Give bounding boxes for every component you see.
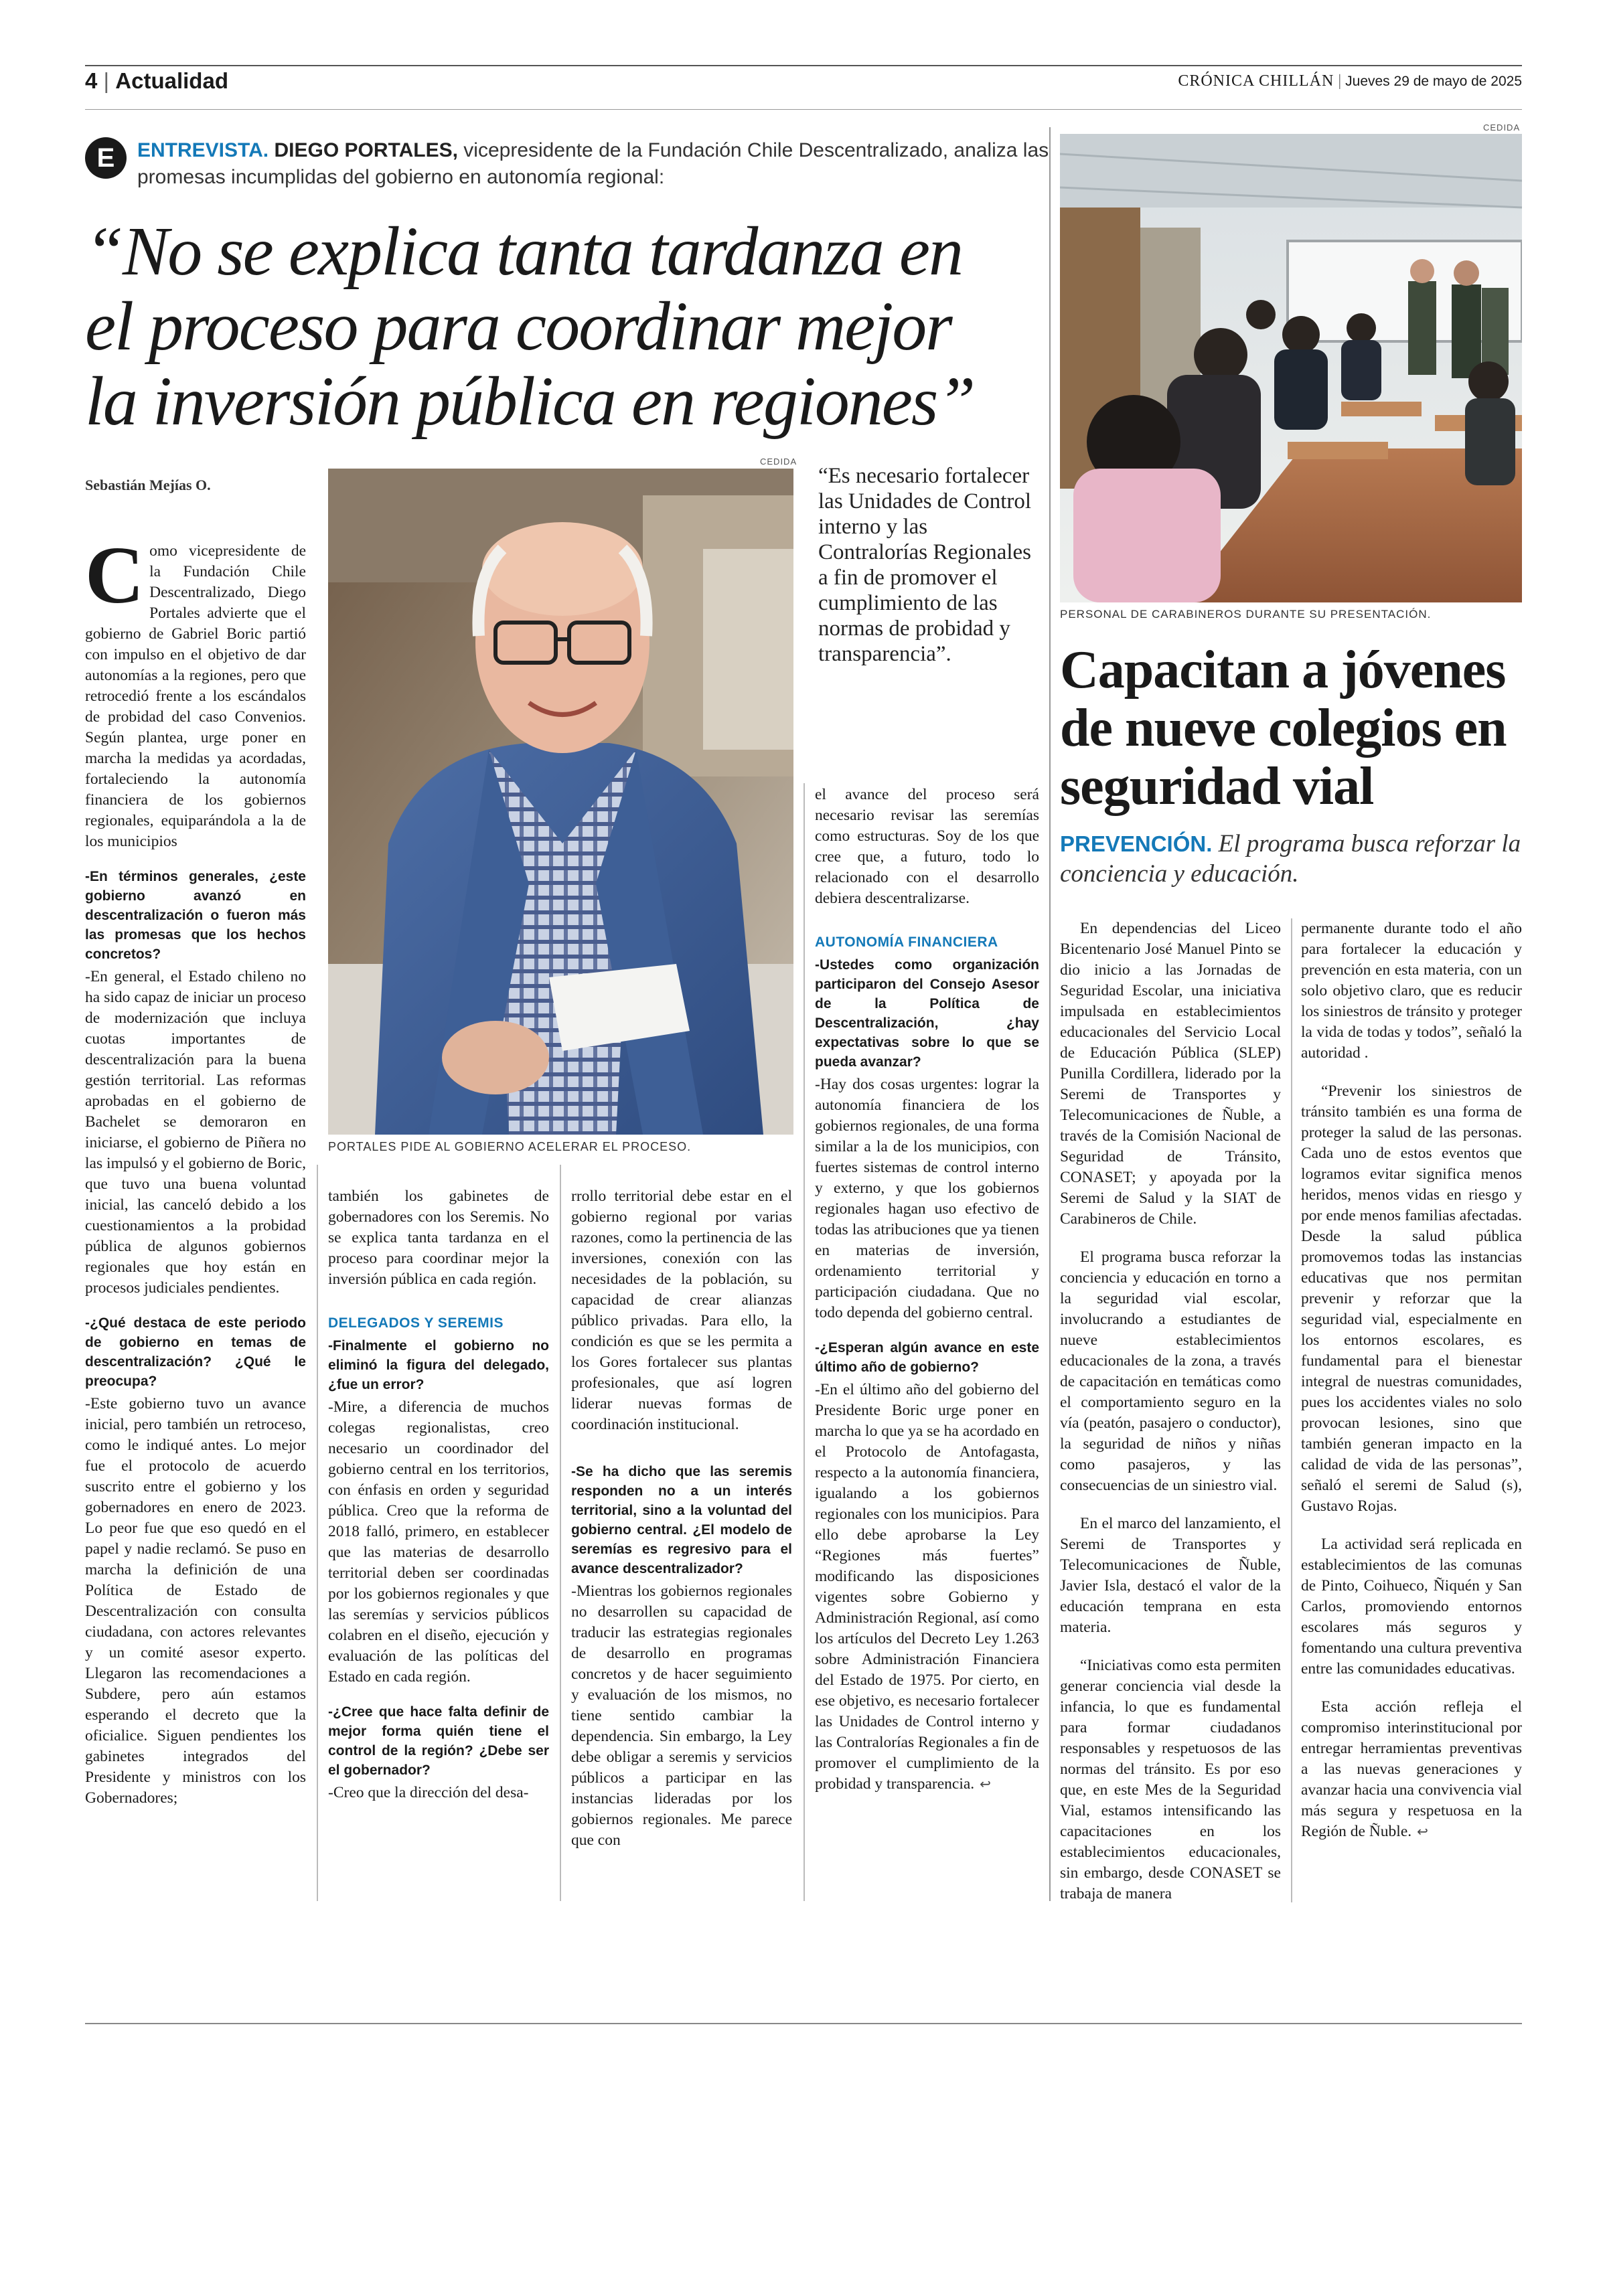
header-bottom-rule xyxy=(85,109,1522,110)
answer-3: -Mire, a diferencia de muchos colegas regionalistas, creo necesario un coordinador del gobierno central en los territorios, con énfasis en orden y seguridad pública. Creo que la reforma de 2018 falló, primero, en establecer que las materias de desarrollo territorial deben ser coordinadas por los gobiernos regionales y que las seremías y servicios públicos colabren en el diseño, ejecución y evaluación de las políticas del Estado en cada región. xyxy=(328,1398,549,1686)
header-top-rule xyxy=(85,65,1522,66)
side-paragraph-8: Esta acción refleja el compromiso interinstitucional por entregar herramientas preventivas a las nuevas generaciones y avanzar hacia una convivencia vial más segura y respetuosa en la Región de Ñuble. ↩ xyxy=(1301,1698,1522,1840)
answer-6: -Hay dos cosas urgentes: lograr la autonomía financiera de los gobiernos regionales, de una forma similar a la de los municipios, con fuertes sistemas de control interno y externo, y que los gobiernos regionales hagan uso efectivo de todas las atribuciones que ya tienen en materias de inversión, ordenamiento territorial y participación ciudadana. Que no todo dependa del gobierno central. xyxy=(815,1076,1039,1321)
end-mark-icon: ↩ xyxy=(980,1776,991,1792)
headline-line-1: “No se explica tanta tardanza en xyxy=(85,213,963,290)
portrait-photo-image xyxy=(328,469,793,1135)
interview-kicker xyxy=(85,137,1053,191)
interview-column-2 xyxy=(328,1186,549,1806)
portrait-photo xyxy=(328,469,793,1135)
portrait-caption: PORTALES PIDE AL GOBIERNO ACELERAR EL PROCESO. xyxy=(328,1140,692,1153)
column-divider xyxy=(317,1165,318,1901)
side-kicker-text: El programa busca reforzar la conciencia y educación. xyxy=(1060,830,1521,888)
classroom-credit: CEDIDA xyxy=(1483,122,1521,133)
column-divider xyxy=(560,1165,561,1901)
side-paragraph-4: “Iniciativas como esta permiten generar conciencia vial desde la infancia, lo que es fundamental para formar ciudadanos responsables y respetuosos de las normas del tránsito. Es por eso que, en este Mes de la Seguridad Vial, estamos intensificando las capacitaciones en los establecimientos educacionales, sin embargo, desde CONASET se trabaja de manera xyxy=(1060,1657,1281,1902)
question-5: -Se ha dicho que las seremis responden no a un interés territorial, sino a la voluntad del gobierno central. ¿El modelo de seremías es regresivo para el avance descentralizador? xyxy=(571,1464,792,1576)
side-paragraph-1: En dependencias del Liceo Bicentenario José Manuel Pinto se dio inicio a las Jornadas de Seguridad Escolar, una iniciativa impulsada en establecimientos educacionales del Servicio Local de Educación Pública (SLEP) Punilla Cordillera, liderado por la Seremi de Transportes y Telecomunicaciones de Ñuble, a través de la Comisión Nacional de Seguridad de Tránsito, CONASET; y apoyada por la Seremi de Salud y la SIAT de Carabineros de Chile. xyxy=(1060,920,1281,1228)
byline: Sebastián Mejías O. xyxy=(85,477,211,493)
question-2: -¿Qué destaca de este periodo de gobierno en temas de descentralización? ¿Qué le preocupa? xyxy=(85,1315,306,1389)
publication-name: CRÓNICA CHILLÁN xyxy=(1178,72,1334,90)
question-6: -Ustedes como organización participaron del Consejo Asesor de la Política de Descentralización, ¿hay expectativas sobre lo que se pueda avanzar? xyxy=(815,957,1039,1070)
answer-1: -En general, el Estado chileno no ha sido capaz de iniciar un proceso de modernización que incluya cuotas importantes de descentralización para la buena gestión territorial. Las reformas aprobadas en el gobierno de Bachelet se demoraron en iniciarse, el gobierno de Piñera no las impulsó y el gobierno de Boric, que tuvo una buena voluntad inicial, las canceló debido a los cuestionamientos a la probidad pública de algunos gobiernos regionales que hoy están en procesos judiciales pendientes. xyxy=(85,968,306,1297)
col3-paragraph: rrollo territorial debe estar en el gobierno regional por varias razones, como la pertinencia de las inversiones, conexión con las necesidades de la población, su capacidad de crear alianzas público privadas. Para ello, la condición es que se les permita a los Gores fortalecer sus plantas profesionales, que así logren liderar nuevas formas de coordinación institucional. xyxy=(571,1187,792,1433)
story-divider xyxy=(1049,127,1051,1901)
side-paragraph-6: “Prevenir los siniestros de tránsito también es una forma de proteger la salud de las personas. Cada uno de estos eventos que logramos evitar significa menos heridos, menos vidas en riesgo y por ende menos familias afectadas. Desde la salud pública promovemos todas las instancias educativas que nos permitan prevenir y reforzar que la seguridad vial, especialmente en los entornos escolares, es fundamental para el bienestar integral de nuestras comunidades, pues los accidentes viales no solo provocan lesiones, sino que también generan impacto en la calidad de vida de las personas”, señaló el seremi de Salud (s), Gustavo Rojas. xyxy=(1301,1082,1522,1515)
answer-2: -Este gobierno tuvo un avance inicial, pero también un retroceso, como le indiqué antes. Lo mejor fue el protocolo de acuerdo suscrito entre el gobierno y los gobernadores en enero de 2023. Lo peor fue que eso quedó en el papel y nadie reclamó. Se puso en marcha la definición de una Política de Estado de Descentralización con consulta ciudadana, con actores relevantes y un comité asesor experto. Llegaron las recomendaciones a Subdere, pero aún estamos esperando el decreto que la oficialice. Siguen pendientes los gabinetes integrados del Presidente y ministros con los Gobernadores; xyxy=(85,1395,306,1807)
side-paragraph-5: permanente durante todo el año para fortalecer la educación y prevención en esta materia, con un solo objetivo claro, que es reducir los siniestros de tránsito y proteger la vida de todas y todos”, señaló la autoridad . xyxy=(1301,920,1522,1062)
side-paragraph-3: En el marco del lanzamiento, el Seremi de Transportes y Telecomunicaciones de Ñuble, Javier Isla, destacó el valor de la educación temprana en esta materia. xyxy=(1060,1515,1281,1636)
interview-headline xyxy=(85,214,1069,439)
column-divider xyxy=(1291,918,1292,1902)
headline-line-2: el proceso para coordinar mejor xyxy=(85,288,951,365)
side-paragraph-2: El programa busca reforzar la conciencia y educación en torno a la seguridad vial escolar, involucrando a estudiantes de nueve establecimientos educacionales de la zona, a través de capacitación en temáticas como el comportamiento seguro en la vía (peatón, pasajero o conductor), la seguridad de niños y niñas como pasajeros, y las consecuencias de un siniestro vial. xyxy=(1060,1248,1281,1494)
side-kicker-label: PREVENCIÓN. xyxy=(1060,831,1213,856)
page-header-left: 4 | Actualidad xyxy=(85,68,228,93)
interview-column-1 xyxy=(85,530,306,1811)
intro-paragraph: Como vicepresidente de la Fundación Chile Descentralizado, Diego Portales advierte que el gobierno de Gabriel Boric partió con impulso en el objetivo de dar autonomías a la regiones, pero que retrocedió frente a los escándalos de probidad del caso Convenios. Según plantea, urge poner en marcha la medidas ya acordadas, fortaleciendo la autonomía financiera de los gobiernos regionales, equiparándola a la de los municipios xyxy=(85,530,306,850)
answer-5: -Mientras los gobiernos regionales no desarrollen su capacidad de traducir las estrategias regionales de desarrollo en programas concretos y de hacer seguimiento y evaluación de los mismos, no tiene sentido cambiar la dependencia. Sin embargo, la Ley debe obligar a seremis y servicios públicos a participar en las instancias lideradas por los gobiernos regionales. Me parece que con xyxy=(571,1582,792,1849)
side-paragraph-7: La actividad será replicada en establecimientos de las comunas de Pinto, Coihueco, Ñiquén y San Carlos, promoviendo entornos escolares más seguros y fomentando una cultura preventiva entre las comunidades educativas. xyxy=(1301,1536,1522,1677)
side-headline: Capacitan a jóvenes de nueve colegios en seguridad vial xyxy=(1060,641,1507,816)
kicker-name: DIEGO PORTALES, xyxy=(274,139,458,161)
end-mark-icon: ↩ xyxy=(1417,1823,1428,1839)
question-7: -¿Esperan algún avance en este último año de gobierno? xyxy=(815,1340,1039,1375)
question-3: -Finalmente el gobierno no eliminó la figura del delegado, ¿fue un error? xyxy=(328,1338,549,1392)
question-4: -¿Cree que hace falta definir de mejor forma quién tiene el control de la región? ¿Debe ser el gobernador? xyxy=(328,1704,549,1778)
column-divider xyxy=(804,783,805,1901)
pull-quote: “Es necesario fortalecer las Unidades de Control interno y las Contralorías Regionales a fin de promover el cumplimiento de las normas de probidad y transparencia”. xyxy=(818,464,1032,666)
interview-badge: E xyxy=(85,137,127,179)
side-column-2 xyxy=(1301,918,1522,1845)
section-name: Actualidad xyxy=(115,68,228,93)
subhead-delegados: DELEGADOS Y SEREMIS xyxy=(328,1315,504,1331)
classroom-photo xyxy=(1060,134,1522,602)
portrait-credit: CEDIDA xyxy=(760,457,797,467)
subhead-autonomia: AUTONOMÍA FINANCIERA xyxy=(815,934,998,950)
page-header-right: CRÓNICA CHILLÁN | Jueves 29 de mayo de 2025 xyxy=(1178,72,1522,90)
col2-paragraph: también los gabinetes de gobernadores con los Seremis. No se explica tanta tardanza en el proceso para coordinar mejor la inversión pública en cada región. xyxy=(328,1187,549,1288)
drop-cap: C xyxy=(85,530,145,621)
issue-date: Jueves 29 de mayo de 2025 xyxy=(1345,74,1522,89)
answer-7: -En el último año del gobierno del Presidente Boric urge poner en marcha lo que ya se ha acordado en el Protocolo de Antofagasta, respecto a la autonomía financiera, igualando a los gobiernos regionales con los municipios. Para ello debe aprobarse la Ley “Regiones más fuertes” modificando las disposiciones vigentes sobre Gobierno y Administración Regional, así como los artículos del Decreto Ley 1.263 sobre Administración Financiera del Estado de 1975. Por cierto, en ese objetivo, es necesario fortalecer las Unidades de Control interno y las Contralorías Regionales a fin de promover el cumplimiento de la probidad y transparencia. ↩ xyxy=(815,1381,1039,1793)
side-kicker xyxy=(1060,829,1522,889)
question-1: -En términos generales, ¿este gobierno avanzó en descentralización o fueron más las promesas que los hechos concretos? xyxy=(85,869,306,962)
col4-paragraph: el avance del proceso será necesario revisar las seremías como estructuras. Soy de los que cree que, a futuro, todo lo relacionado con el desarrollo debiera descentralizarse. xyxy=(815,786,1039,907)
interview-column-4 xyxy=(815,785,1039,1797)
page-number: 4 xyxy=(85,68,98,93)
kicker-label: ENTREVISTA. xyxy=(137,139,269,161)
classroom-caption: PERSONAL DE CARABINEROS DURANTE SU PRESENTACIÓN. xyxy=(1060,608,1432,621)
side-column-1 xyxy=(1060,918,1281,1907)
headline-line-3: la inversión pública en regiones” xyxy=(85,363,975,440)
kicker-text: vicepresidente de la Fundación Chile Descentralizado, analiza las promesas incumplidas del gobierno en autonomía regional: xyxy=(137,139,1049,188)
classroom-photo-image xyxy=(1060,134,1522,602)
interview-column-3 xyxy=(571,1186,792,1854)
page-bottom-rule xyxy=(85,2023,1522,2024)
answer-4: -Creo que la dirección del desa- xyxy=(328,1784,529,1801)
